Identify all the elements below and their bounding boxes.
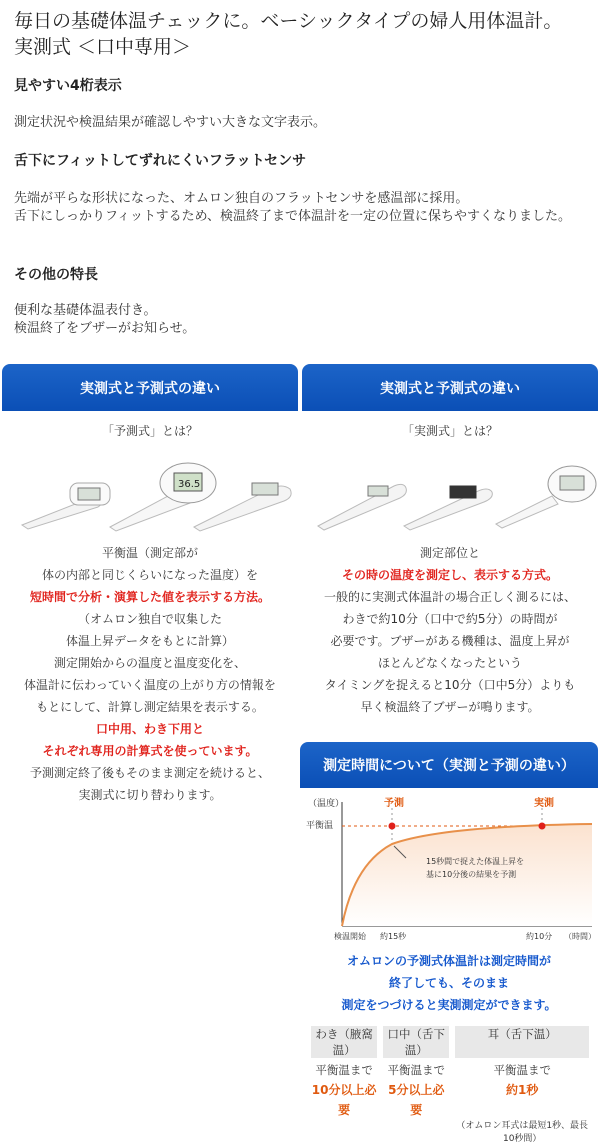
cell-value: 約1秒: [506, 1083, 539, 1097]
question-predict: 「予測式」とは？: [101, 424, 198, 438]
chart-ytick: 平衡温: [306, 821, 334, 831]
x-axis-label: （時間）: [564, 932, 596, 941]
chart-ylabel: （温度）: [308, 799, 345, 809]
x-tick: 約15秒: [380, 932, 407, 941]
note-line: 測定をつづけると実測測定ができます。: [341, 998, 557, 1012]
description-line: 測定部位と: [419, 546, 480, 560]
thermometers-actual-image: [316, 458, 598, 533]
description-line: その時の温度を測定し、表示する方式。: [341, 568, 558, 582]
cell-value: 5分以上必要: [388, 1083, 445, 1117]
feature-heading: 見やすい4桁表示: [14, 78, 122, 94]
feature-body: 測定状況や検温結果が確認しやすい大きな文字表示。: [14, 115, 327, 130]
time-panel-note: [300, 950, 598, 1016]
feature-body: 便利な基礎体温表付き。: [14, 303, 157, 318]
description-line: わきで約10分（口中で約5分）の時間が: [342, 612, 558, 626]
time-comparison-table: [305, 1026, 595, 1146]
description-line: 体温上昇データをもとに計算）: [65, 634, 234, 648]
description-line: 早く検温終了ブザーが鳴ります。: [360, 700, 540, 714]
cell-value: 10分以上必要: [311, 1083, 377, 1117]
question-actual: 「実測式」とは？: [401, 424, 498, 438]
note-line: オムロンの予測式体温計は測定時間が: [346, 954, 551, 968]
description-line: もとにして、計算し測定結果を表示する。: [36, 700, 264, 714]
chart-annotation: 15秒間で捉えた体温上昇を: [426, 857, 525, 866]
description-line: タイミングを捉えると10分（口中5分）よりも: [324, 678, 576, 692]
x-tick: 検温開始: [334, 932, 366, 941]
description-line: 必要です。ブザーがある機種は、温度上昇が: [330, 634, 570, 648]
time-panel-header: 測定時間について（実測と予測の違い）: [300, 742, 598, 788]
description-line: （オムロン独自で収集した: [77, 612, 222, 626]
feature-body: 検温終了をブザーがお知らせ。: [14, 321, 196, 336]
thermometer-icon: [496, 466, 596, 528]
site-header: 耳（舌下温）: [455, 1026, 589, 1058]
thermometer-icon: [318, 484, 406, 530]
cell-label: 平衡温まで: [315, 1063, 373, 1077]
description-line: 平衡温（測定部が: [101, 546, 198, 560]
description-line: ほとんどなくなったという: [377, 656, 522, 670]
svg-text:36.5: 36.5: [178, 479, 201, 490]
measurement-chart: [302, 794, 598, 946]
page-title: 毎日の基礎体温チェックに。ベーシックタイプの婦人用体温計。実測式 ＜口中専用＞: [14, 10, 563, 58]
cell-label: 平衡温まで: [493, 1063, 551, 1077]
thermometer-icon: [110, 463, 216, 531]
description-line: 予測測定終了後もそのまま測定を続けると、: [29, 766, 270, 780]
thermometers-predict-image: [18, 455, 300, 535]
feature-heading: その他の特長: [14, 267, 98, 283]
predict-point: [389, 823, 396, 830]
predict-description: [2, 542, 298, 806]
panel-header-predict: 実測式と予測式の違い: [2, 364, 298, 411]
feature-body: 舌下にしっかりフィットするため、検温終了まで体温計を一定の位置に保ちやすくなりました。: [14, 209, 572, 224]
cell-label: 平衡温まで: [387, 1063, 446, 1077]
feature-body: 先端が平らな形状になった、オムロン独自のフラットセンサを感温部に採用。: [14, 191, 469, 206]
note-line: 終了しても、そのまま: [388, 976, 509, 990]
chart-annotation: 基に10分後の結果を予測: [426, 870, 517, 879]
description-line: 短時間で分析・演算した値を表示する方法。: [29, 590, 270, 604]
description-line: 測定開始からの温度と温度変化を、: [53, 656, 246, 670]
thermometer-icon: [22, 483, 110, 529]
description-line: 口中用、わき下用と: [95, 722, 204, 736]
description-line: 体温計に伝わっていく温度の上がり方の情報を: [24, 678, 276, 692]
marker-actual: 実測: [534, 798, 554, 809]
marker-predict: 予測: [384, 798, 404, 809]
cell-footnote: （オムロン耳式は最短1秒、最長10秒間）: [456, 1121, 589, 1144]
x-tick: 約10分: [526, 932, 553, 941]
description-line: 実測式に切り替わります。: [78, 788, 222, 802]
feature-heading: 舌下にフィットしてずれにくいフラットセンサ: [14, 153, 307, 169]
site-header: わき（腋窩温）: [311, 1026, 377, 1058]
site-header: 口中（舌下温）: [383, 1026, 449, 1058]
description-line: それぞれ専用の計算式を使っています。: [42, 744, 258, 758]
actual-description: [302, 542, 598, 718]
description-line: 一般的に実測式体温計の場合正しく測るには、: [323, 590, 576, 604]
thermometer-icon: [404, 486, 492, 530]
actual-point: [539, 823, 546, 830]
description-line: 体の内部と同じくらいになった温度）を: [41, 568, 258, 582]
panel-header-actual: 実測式と予測式の違い: [302, 364, 598, 411]
